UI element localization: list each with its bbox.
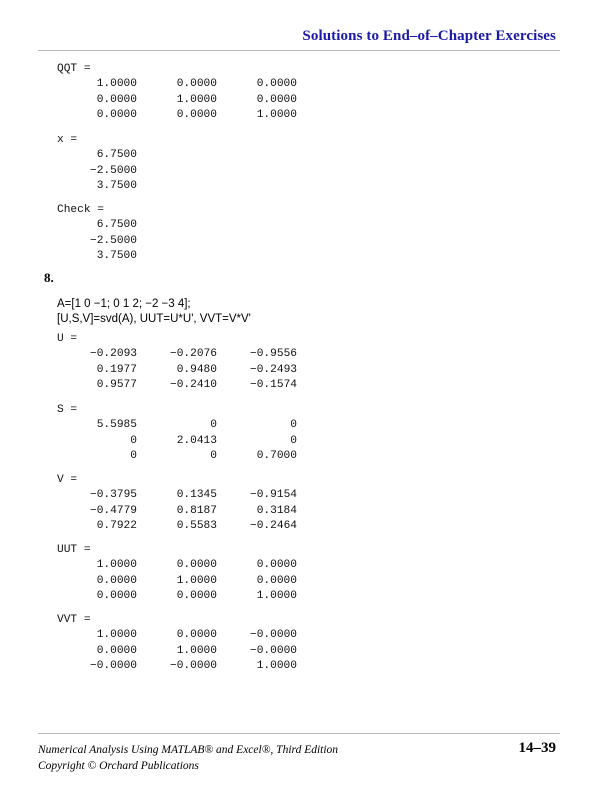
matrix-row [57, 519, 297, 534]
matrix-cell: −0.2410 [170, 379, 217, 392]
matrix-cell: 0.0000 [256, 78, 297, 91]
matrix-cell: 1.0000 [96, 629, 137, 642]
matrix-cell: −2.5000 [90, 234, 137, 247]
matrix-cell: 0.0000 [96, 590, 137, 603]
matrix-cell: 1.0000 [96, 559, 137, 572]
matrix-row [57, 378, 297, 393]
matrix-cell: −0.4779 [90, 504, 137, 517]
matrix-cell: 1.0000 [256, 660, 297, 673]
matrix-cell: 1.0000 [176, 644, 217, 657]
output-label: U = [57, 333, 78, 345]
command-line: [U,S,V]=svd(A), UUT=U*U', VVT=V*V' [57, 313, 251, 325]
matrix-cell: 0.0000 [96, 93, 137, 106]
matrix-cell: 0.1345 [176, 489, 217, 502]
matrix-cell: 0.0000 [96, 109, 137, 122]
matrix-cell: −0.0000 [250, 629, 297, 642]
matrix-cell: 3.7500 [96, 250, 137, 263]
matrix-row [57, 589, 297, 604]
matrix-cell: 0.0000 [176, 109, 217, 122]
matlab-commands [57, 297, 251, 327]
output-label: V = [57, 474, 78, 486]
matrix-cell: −0.0000 [170, 660, 217, 673]
matrix-cell: 0.0000 [256, 574, 297, 587]
output-block-vvt [57, 613, 297, 675]
output-block-uut [57, 543, 297, 605]
matrix-cell: −0.9556 [250, 348, 297, 361]
matrix-cell: −0.2464 [250, 520, 297, 533]
footer-divider [38, 733, 560, 734]
matrix-row [57, 108, 297, 123]
matrix-row [57, 574, 297, 589]
matrix-cell: 6.7500 [96, 149, 137, 162]
footer-book-info [38, 742, 338, 774]
matrix-cell: 0.9480 [176, 363, 217, 376]
matrix-row [57, 77, 297, 92]
matrix-row [57, 504, 297, 519]
matrix-cell: 0 [130, 450, 137, 463]
matrix-row [57, 488, 297, 503]
output-block-v [57, 473, 297, 535]
output-label: UUT = [57, 544, 91, 556]
matrix-cell: 1.0000 [256, 109, 297, 122]
output-label: QQT = [57, 63, 91, 75]
matrix-row [57, 347, 297, 362]
matrix-cell: 6.7500 [96, 219, 137, 232]
matrix-cell: −0.9154 [250, 489, 297, 502]
matrix-cell: 0.7922 [96, 520, 137, 533]
command-line: A=[1 0 −1; 0 1 2; −2 −3 4]; [57, 298, 191, 310]
matrix-cell: 1.0000 [176, 574, 217, 587]
output-block-x [57, 133, 137, 195]
output-block-u [57, 332, 297, 394]
output-label: VVT = [57, 614, 91, 626]
header-divider [38, 50, 560, 51]
matrix-cell: 1.0000 [96, 78, 137, 91]
matrix-cell: 0.8187 [176, 504, 217, 517]
footer-copyright: Copyright © Orchard Publications [38, 760, 199, 772]
output-label: S = [57, 404, 78, 416]
matrix-cell: 3.7500 [96, 180, 137, 193]
matrix-row [57, 164, 137, 179]
matrix-cell: 0.0000 [176, 559, 217, 572]
matrix-cell: 0.3184 [256, 504, 297, 517]
footer-book-title: Numerical Analysis Using MATLAB® and Excel®, Third Edition [38, 744, 339, 756]
matrix-cell: −0.2076 [170, 348, 217, 361]
matrix-cell: 1.0000 [256, 590, 297, 603]
matrix-row [57, 434, 297, 449]
matrix-cell: 0.7000 [256, 450, 297, 463]
matrix-row [57, 234, 137, 249]
matrix-cell: −0.1574 [250, 379, 297, 392]
matrix-row [57, 558, 297, 573]
matrix-cell: −0.2093 [90, 348, 137, 361]
matrix-row [57, 449, 297, 464]
matrix-cell: 0.5583 [176, 520, 217, 533]
page-header-title: Solutions to End–of–Chapter Exercises [302, 28, 556, 44]
matrix-row [57, 363, 297, 378]
matrix-row [57, 644, 297, 659]
exercise-number: 8. [44, 270, 54, 285]
matrix-cell: 2.0413 [176, 434, 217, 447]
matrix-cell: 0.0000 [176, 629, 217, 642]
matrix-cell: 0.9577 [96, 379, 137, 392]
matrix-cell: 0.0000 [176, 78, 217, 91]
matrix-cell: 0 [210, 450, 217, 463]
matrix-cell: 0.0000 [96, 644, 137, 657]
output-label: x = [57, 134, 78, 146]
matrix-cell: 1.0000 [176, 93, 217, 106]
matrix-cell: 5.5985 [96, 419, 137, 432]
output-block-s [57, 403, 297, 465]
matrix-cell: 0.0000 [256, 559, 297, 572]
matrix-cell: −0.0000 [250, 644, 297, 657]
matrix-cell: 0.0000 [256, 93, 297, 106]
matrix-row [57, 148, 137, 163]
matrix-cell: −0.3795 [90, 489, 137, 502]
matrix-row [57, 659, 297, 674]
matrix-row [57, 218, 137, 233]
matrix-cell: 0.0000 [176, 590, 217, 603]
matrix-row [57, 418, 297, 433]
matrix-cell: 0 [290, 434, 297, 447]
matrix-cell: 0 [130, 434, 137, 447]
matrix-row [57, 93, 297, 108]
matrix-cell: 0 [210, 419, 217, 432]
page-number: 14–39 [518, 740, 556, 756]
matrix-cell: −0.0000 [90, 660, 137, 673]
matrix-cell: −0.2493 [250, 363, 297, 376]
matrix-row [57, 179, 137, 194]
matrix-cell: 0 [290, 419, 297, 432]
output-block-check [57, 203, 137, 265]
output-block-qqt [57, 62, 297, 124]
output-label: Check = [57, 204, 104, 216]
matrix-cell: 0.0000 [96, 574, 137, 587]
matrix-row [57, 249, 137, 264]
matrix-cell: 0.1977 [96, 363, 137, 376]
matrix-row [57, 628, 297, 643]
matrix-cell: −2.5000 [90, 164, 137, 177]
